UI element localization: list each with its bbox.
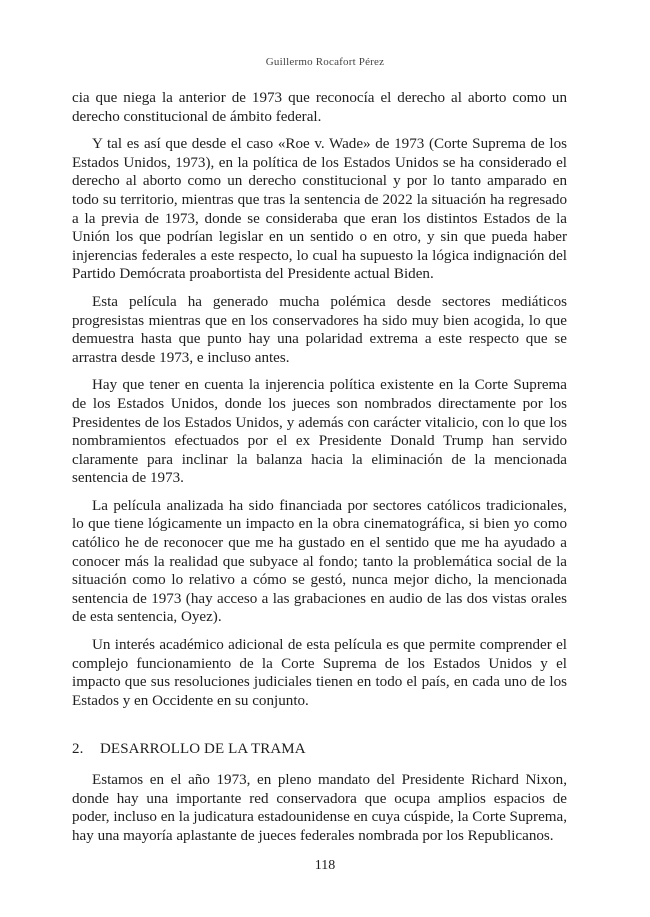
body-text <box>72 89 567 854</box>
paragraph-polemica: Esta película ha generado mucha polémica desde sectores mediáticos progresistas mientras que en los conservadores ha sido muy bien acogida, lo que demuestra hasta que punto hay una polaridad extrema a este respecto que se arrastra desde 1973, e incluso antes. <box>72 293 567 366</box>
paragraph-desarrollo: Estamos en el año 1973, en pleno mandato del Presidente Richard Nixon, donde hay una importante red conservadora que ocupa amplios espacios de poder, incluso en la judicatura estadounidense en cuya cúspide, la Corte Suprema, hay una mayoría aplastante de jueces federales nombrada por los Republicanos. <box>72 772 567 844</box>
page-number: 118 <box>314 858 336 873</box>
paragraph-interes-academico: Un interés académico adicional de esta película es que permite comprender el complejo funcionamiento de la Corte Suprema de los Estados Unidos y el impacto que sus resoluciones judiciales tienen en todo el país, en cada uno de los Estados y en Occidente en su conjunto. <box>72 637 567 709</box>
paragraph-financiacion: La película analizada ha sido financiada por sectores católicos tradicionales, lo que tiene lógicamente un impacto en la obra cinematográfica, si bien yo como católico he de reconocer que me ha gustado en el sentido que me ha ayudado a conocer más la realidad que subyace al fondo; tanto la problemática social de la situación como lo relativo a cómo se gestó, nunca mejor dicho, la mencionada sentencia de 1973 (hay acceso a las grabaciones en audio de las dos vistas orales de esta sentencia, Oyez). <box>72 497 567 626</box>
running-head: Guillermo Rocafort Pérez <box>265 56 385 68</box>
section-heading <box>72 740 567 759</box>
section-number: 2. <box>72 741 84 758</box>
paragraph-roe-v-wade: Y tal es así que desde el caso «Roe v. Wade» de 1973 (Corte Suprema de los Estados Unidos, 1973), en la política de los Estados Unidos se ha considerado el derecho al aborto como un derecho constitucional y por lo tanto amparado en todo su territorio, mientras que tras la sentencia de 2022 la situación ha regresado a la previa de 1973, donde se consideraba que eran los distintos Estados de la Unión los que podrían legislar en un sentido o en otro, y sin que pueda haber injerencias federales a este respecto, lo cual ha supuesto la lógica indignación del Partido Demócrata proabortista del Presidente actual Biden. <box>72 136 567 283</box>
paragraph-continuation: cia que niega la anterior de 1973 que reconocía el derecho al aborto como un derecho constitucional de ámbito federal. <box>72 90 567 125</box>
paragraph-injerencia: Hay que tener en cuenta la injerencia política existente en la Corte Suprema de los Estados Unidos, donde los jueces son nombrados directamente por los Presidentes de los Estados Unidos, y además con carácter vitalicio, con lo que los nombramientos efectuados por el ex Presidente Donald Trump han servido claramente para inclinar la balanza hacia la eliminación de la mencionada sentencia de 1973. <box>72 377 567 487</box>
section-title: DESARROLLO DE LA TRAMA <box>100 741 306 758</box>
